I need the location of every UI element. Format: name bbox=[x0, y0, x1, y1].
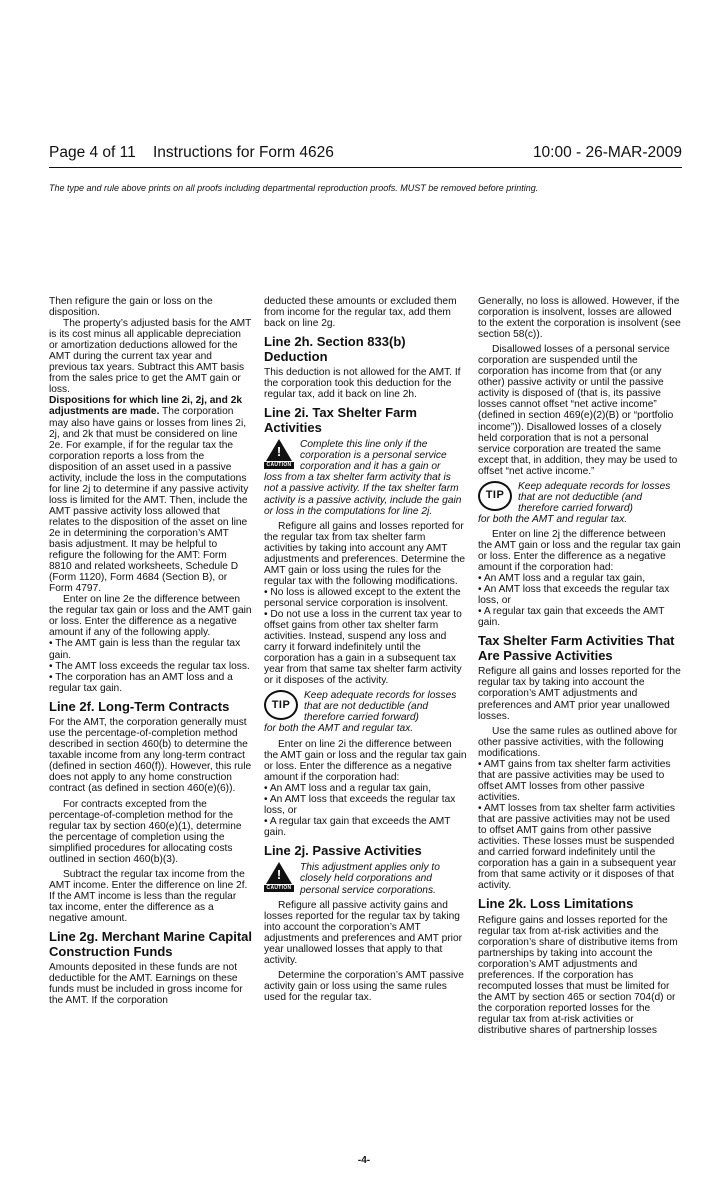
paragraph: Then refigure the gain or loss on the disposition. bbox=[49, 296, 213, 319]
paragraph: Refigure all gains and losses reported for the regular tax by taking into account the corporation’s AMT adjustments and preferences and AMT prior year unallowed losses. bbox=[478, 666, 681, 722]
page-number: -4- bbox=[357, 1155, 371, 1166]
paragraph: For the AMT, the corporation generally must use the percentage-of-completion method described in section 460(b) to determine the taxable income from any long-term contract (defined in section 460(f)). However, this rule does not apply to any home construction contract (as defined in section 460(e)(6)). bbox=[49, 717, 252, 795]
paragraph: Refigure all gains and losses reported for the regular tax from tax shelter farm activities by taking into account any AMT adjustments and preferences. Determine the AMT gain or loss using the rules for the regular tax with the following modifications. bbox=[264, 520, 466, 587]
bullet-item: • A regular tax gain that exceeds the AMT gain. bbox=[478, 606, 665, 629]
caution-note bbox=[264, 439, 467, 472]
tip-text-continued: for both the AMT and regular tax. bbox=[264, 723, 414, 735]
bullet-item: • An AMT loss that exceeds the regular tax loss, or bbox=[264, 793, 456, 816]
bullet-item: • An AMT loss and a regular tax gain, bbox=[264, 782, 432, 794]
heading-line-2h: Line 2h. Section 833(b) Deduction bbox=[264, 334, 406, 364]
tip-note bbox=[478, 481, 681, 514]
paragraph-dispositions bbox=[49, 395, 252, 594]
caution-text: Complete this line only if the corporation is a personal service corporation and it has a gain or bbox=[300, 439, 447, 473]
bullet-item: • The corporation has an AMT loss and a regular tax gain. bbox=[49, 671, 233, 694]
inline-heading: Dispositions for which line 2i, 2j, and 2k adjustments are made. bbox=[49, 395, 243, 418]
caution-icon: ! CAUTION bbox=[264, 862, 294, 894]
paragraph: Enter on line 2e the difference between the regular tax gain or loss and the AMT gain or loss. Enter the difference as a negative amount if any of the following apply. bbox=[49, 594, 252, 639]
tip-text: Keep adequate records for losses that are not deductible (and therefore carried forward) bbox=[304, 690, 457, 724]
paragraph: Determine the corporation’s AMT passive activity gain or loss using the same rules used for the regular tax. bbox=[264, 969, 464, 1003]
header-title: Instructions for Form 4626 bbox=[153, 144, 334, 161]
column-3 bbox=[478, 296, 681, 1036]
paragraph: For contracts excepted from the percentage-of-completion method for the regular tax by section 460(e)(1), determine the percentage of completion using the simplified procedures for allocating costs outlined in section 460(b)(3). bbox=[49, 798, 242, 865]
paragraph: This deduction is not allowed for the AMT. If the corporation took this deduction for the regular tax, add it back on line 2h. bbox=[264, 367, 461, 401]
bullet-item: • An AMT loss that exceeds the regular tax loss, or bbox=[478, 584, 670, 607]
tip-icon: TIP bbox=[478, 481, 512, 511]
header-timestamp: 10:00 - 26-MAR-2009 bbox=[532, 144, 682, 161]
paragraph: Generally, no loss is allowed. However, if the corporation is insolvent, losses are allowed to the extent the corporation is insolvent (see section 58(c)). bbox=[478, 296, 681, 341]
bullet-item: • The AMT gain is less than the regular tax gain. bbox=[49, 638, 241, 661]
paragraph: Refigure gains and losses reported for the regular tax from at-risk activities and the corporation’s share of distributive items from partnerships by taking into account the corporation’s AMT adjustments and preferences. If the corporation has recomputed losses that must be limited for the AMT by section 465 or section 704(d) or the corporation reported losses for the regular tax from at-risk activities or distributive shares of partnership losses bbox=[478, 914, 678, 1037]
paragraph: Use the same rules as outlined above for other passive activities, with the following modifications. bbox=[478, 725, 678, 759]
header-page-count: Page 4 of 11 bbox=[49, 144, 136, 161]
running-header bbox=[49, 144, 682, 168]
caution-note bbox=[264, 862, 467, 895]
column-2 bbox=[264, 296, 467, 1003]
tip-text: Keep adequate records for losses that are not deductible (and therefore carried forward) bbox=[518, 480, 671, 514]
paragraph-text: The corporation may also have gains or losses from lines 2i, 2j, and 2k that must be considered on line 2e. For example, if for the regular tax the corporation reports a loss from the disposition of an asset used in a passive activity, include the loss in the computations for line 2j to determine if any passive activity loss is limited for the AMT. Then, include the AMT passive activity loss allowed that relates to the disposition of the asset on line 2e in determining the corporation’s AMT basis adjustment. It may be helpful to refigure the following for the AMT: Form 8810 and related worksheets, Schedule D (Form 1120), Form 4684 (Section B), or Form 4797. bbox=[49, 406, 249, 595]
paragraph: The property’s adjusted basis for the AMT is its cost minus all applicable depreciation or amortization deductions allowed for the AMT during the current tax year and previous tax years. Subtract this AMT basis from the sales price to get the AMT gain or loss. bbox=[49, 318, 252, 396]
tip-note bbox=[264, 690, 467, 723]
bullet-item: • A regular tax gain that exceeds the AMT gain. bbox=[264, 815, 451, 838]
header-left bbox=[49, 144, 334, 162]
paragraph: Refigure all passive activity gains and losses reported for the regular tax by taking into account the corporation’s AMT adjustments and preferences and AMT prior year unallowed losses that apply to that activity. bbox=[264, 899, 463, 966]
bullet-item: • AMT gains from tax shelter farm activities that are passive activities may be used to offset AMT losses from other passive activities. bbox=[478, 758, 671, 803]
heading-tax-shelter-farm-passive: Tax Shelter Farm Activities That Are Passive Activities bbox=[478, 633, 675, 663]
paragraph: Disallowed losses of a personal service corporation are suspended until the corporation has income from that (or any other) passive activity or until the passive activity is disposed of (that is, its passive losses cannot offset “net active income” (defined in section 469(e)(2)(B) or “portfolio income”)). Disallowed losses of a closely held corporation that is not a personal service corporation are treated the same except that, in addition, they may be used to offset “net active income.” bbox=[478, 344, 678, 477]
bullet-item: • An AMT loss and a regular tax gain, bbox=[478, 573, 646, 585]
caution-text-continued: loss from a tax shelter farm activity that is not a passive activity. If the tax shelter farm activity is a passive activity, include the gain or loss in the computations for line 2j. bbox=[264, 472, 462, 517]
proof-note: The type and rule above prints on all proofs including departmental reproduction proofs. MUST be removed before printing. bbox=[49, 183, 539, 193]
heading-line-2g: Line 2g. Merchant Marine Capital Construction Funds bbox=[49, 929, 252, 959]
caution-icon: ! CAUTION bbox=[264, 439, 294, 471]
paragraph: Amounts deposited in these funds are not deductible for the AMT. Earnings on these funds must be included in gross income for the AMT. If the corporation bbox=[49, 962, 243, 1007]
column-1 bbox=[49, 296, 252, 1006]
heading-line-2k: Line 2k. Loss Limitations bbox=[478, 896, 634, 912]
heading-line-2f: Line 2f. Long-Term Contracts bbox=[49, 698, 230, 714]
bullet-item: • AMT losses from tax shelter farm activities that are passive activities may not be used to offset AMT gains from other passive activities. These losses must be suspended and carried forward indefinitely until the corporation has a gain in a subsequent year from that same activity or it disposes of that activity. bbox=[478, 802, 677, 892]
tip-text-continued: for both the AMT and regular tax. bbox=[478, 513, 628, 525]
bullet-item: • The AMT loss exceeds the regular tax loss. bbox=[49, 660, 250, 672]
paragraph: Enter on line 2j the difference between the AMT gain or loss and the regular tax gain or loss. Enter the difference as a negative amount if the corporation had: bbox=[478, 528, 681, 574]
heading-line-2j: Line 2j. Passive Activities bbox=[264, 842, 422, 858]
paragraph: deducted these amounts or excluded them from income for the regular tax, add them back on line 2g. bbox=[264, 296, 457, 330]
caution-text: This adjustment applies only to closely held corporations and personal service corporations. bbox=[300, 862, 440, 896]
heading-line-2i: Line 2i. Tax Shelter Farm Activities bbox=[264, 405, 417, 435]
paragraph: Subtract the regular tax income from the AMT income. Enter the difference on line 2f. If the AMT income is less than the regular tax income, enter the difference as a negative amount. bbox=[49, 868, 248, 924]
tip-icon: TIP bbox=[264, 690, 298, 720]
bullet-item: • No loss is allowed except to the extent the personal service corporation is insolvent. bbox=[264, 586, 461, 609]
bullet-item: • Do not use a loss in the current tax year to offset gains from other tax shelter farm activities. Instead, suspend any loss and carry it forward indefinitely until the corporation has a gain in a subsequent tax year from that same tax shelter farm activity or it disposes of the activity. bbox=[264, 608, 462, 687]
paragraph: Enter on line 2i the difference between the AMT gain or loss and the regular tax gain or loss. Enter the difference as a negative amount if the corporation had: bbox=[264, 738, 467, 783]
